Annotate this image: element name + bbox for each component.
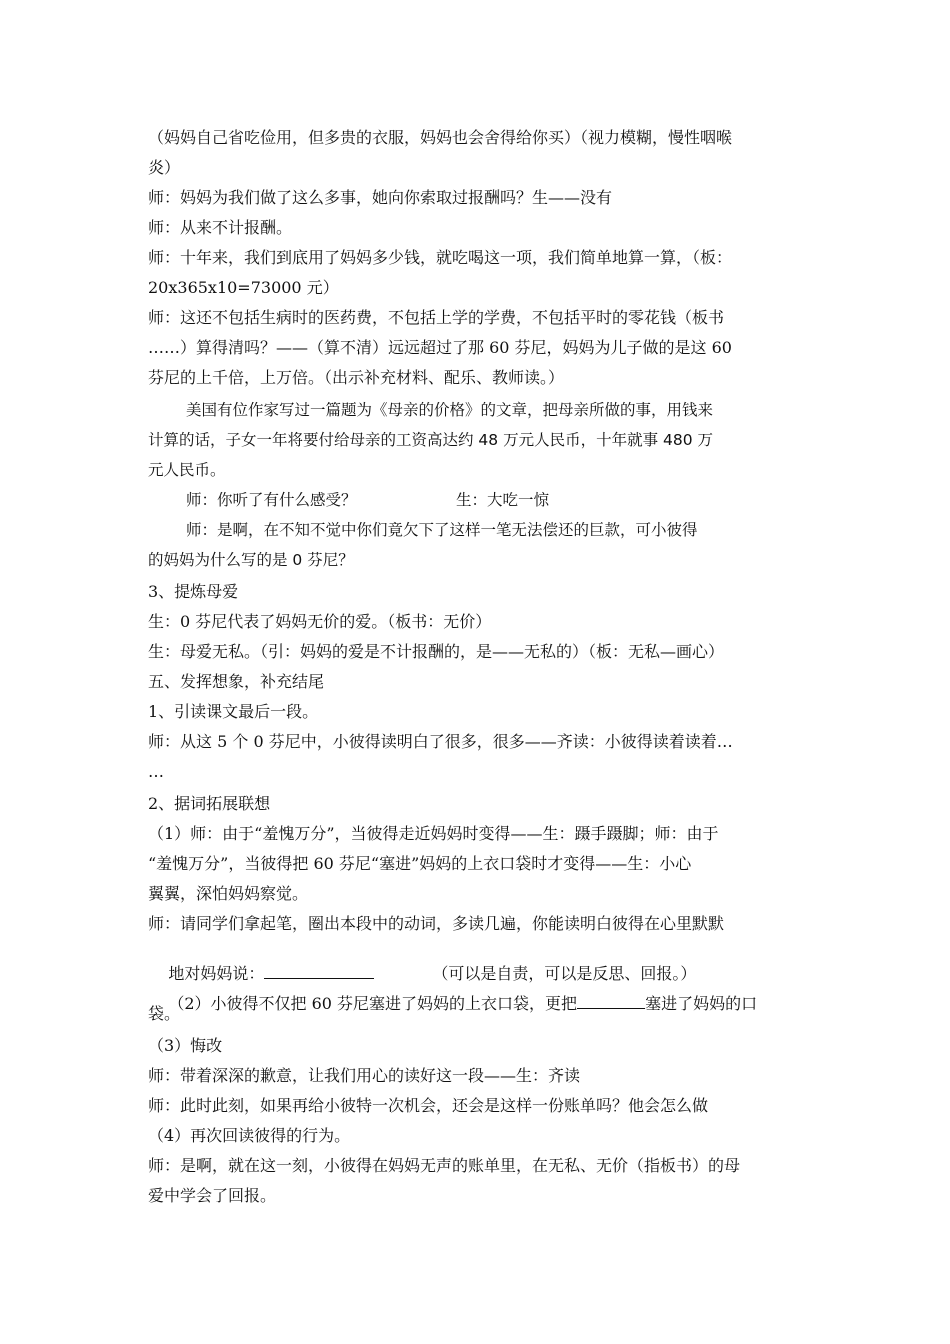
supplement-text-line: 师：是啊，在不知不觉中你们竟欠下了这样一笔无法偿还的巨款，可小彼得 (186, 521, 698, 539)
text-segment: 塞进了妈妈的口 (645, 994, 758, 1013)
text-line: 1、引读课文最后一段。 (148, 702, 319, 721)
supplement-text-line: 计算的话，子女一年将要付给母亲的工资高达约 48 万元人民币，十年就事 480 万 (148, 431, 714, 449)
text-line: 翼翼，深怕妈妈察觉。 (148, 884, 309, 903)
text-segment: （2）小彼得不仅把 60 芬尼塞进了妈妈的上衣口袋，更把 (168, 994, 578, 1013)
text-segment: 地对妈妈说： (168, 964, 265, 983)
text-line: 师：从来不计报酬。 (148, 218, 293, 237)
text-line: 师：带着深深的歉意，让我们用心的读好这一段——生：齐读 (148, 1066, 581, 1085)
section-heading: 2、据词拓展联想 (148, 794, 271, 813)
supplement-text-line: 的妈妈为什么写的是 0 芬尼？ (148, 551, 354, 569)
supplement-text-line: 元人民币。 (148, 461, 226, 479)
text-line: 师：十年来，我们到底用了妈妈多少钱，就吃喝这一项，我们简单地算一算，（板： (148, 248, 733, 267)
text-line: 20x365x10=73000 元） (148, 278, 339, 297)
text-line: ……）算得清吗？——（算不清）远远超过了那 60 芬尼，妈妈为儿子做的是这 60 (148, 338, 732, 357)
text-line: 袋。 (148, 1004, 181, 1023)
section-heading: 3、提炼母爱 (148, 582, 239, 601)
text-line: “羞愧万分”，当彼得把 60 芬尼“塞进”妈妈的上衣口袋时才变得——生：小心 (148, 854, 692, 873)
supplement-text-line: 生：大吃一惊 (456, 491, 550, 509)
section-heading: （3）悔改 (148, 1036, 223, 1055)
supplement-text-line: 师：你听了有什么感受？ (186, 491, 357, 509)
text-line: 师：此时此刻，如果再给小彼特一次机会，还会是这样一份账单吗？他会怎么做 (148, 1096, 709, 1115)
supplement-text-line: 美国有位作家写过一篇题为《母亲的价格》的文章，把母亲所做的事，用钱来 (186, 401, 714, 419)
text-line: 师：是啊，就在这一刻，小彼得在妈妈无声的账单里，在无私、无价（指板书）的母 (148, 1156, 741, 1175)
text-line: 师：这还不包括生病时的医药费，不包括上学的学费，不包括平时的零花钱（板书 (148, 308, 725, 327)
text-line: 炎） (148, 158, 181, 177)
section-heading: （4）再次回读彼得的行为。 (148, 1126, 351, 1145)
text-line: 师：从这 5 个 0 芬尼中，小彼得读明白了很多，很多——齐读：小彼得读着读着… (148, 732, 733, 751)
text-line: 生：0 芬尼代表了妈妈无价的爱。（板书：无价） (148, 612, 492, 631)
text-line: 爱中学会了回报。 (148, 1186, 277, 1205)
text-line: （1）师：由于“羞愧万分”，当彼得走近妈妈时变得——生：蹑手蹑脚；师：由于 (148, 824, 719, 843)
text-line: 师：请同学们拿起笔，圈出本段中的动词，多读几遍，你能读明白彼得在心里默默 (148, 914, 725, 933)
text-line: 生：母爱无私。（引：妈妈的爱是不计报酬的，是——无私的）（板：无私—画心） (148, 642, 725, 661)
text-line: … (148, 762, 164, 781)
text-line: （妈妈自己省吃俭用，但多贵的衣服，妈妈也会舍得给你买）（视力模糊，慢性咽喉 (148, 128, 733, 147)
text-line: 芬尼的上千倍，上万倍。（出示补充材料、配乐、教师读。） (148, 368, 565, 387)
text-line: 师：妈妈为我们做了这么多事，她向你索取过报酬吗？生——没有 (148, 188, 613, 207)
text-segment: （可以是自责，可以是反思、回报。） (432, 964, 697, 983)
section-heading: 五、发挥想象，补充结尾 (148, 672, 325, 691)
